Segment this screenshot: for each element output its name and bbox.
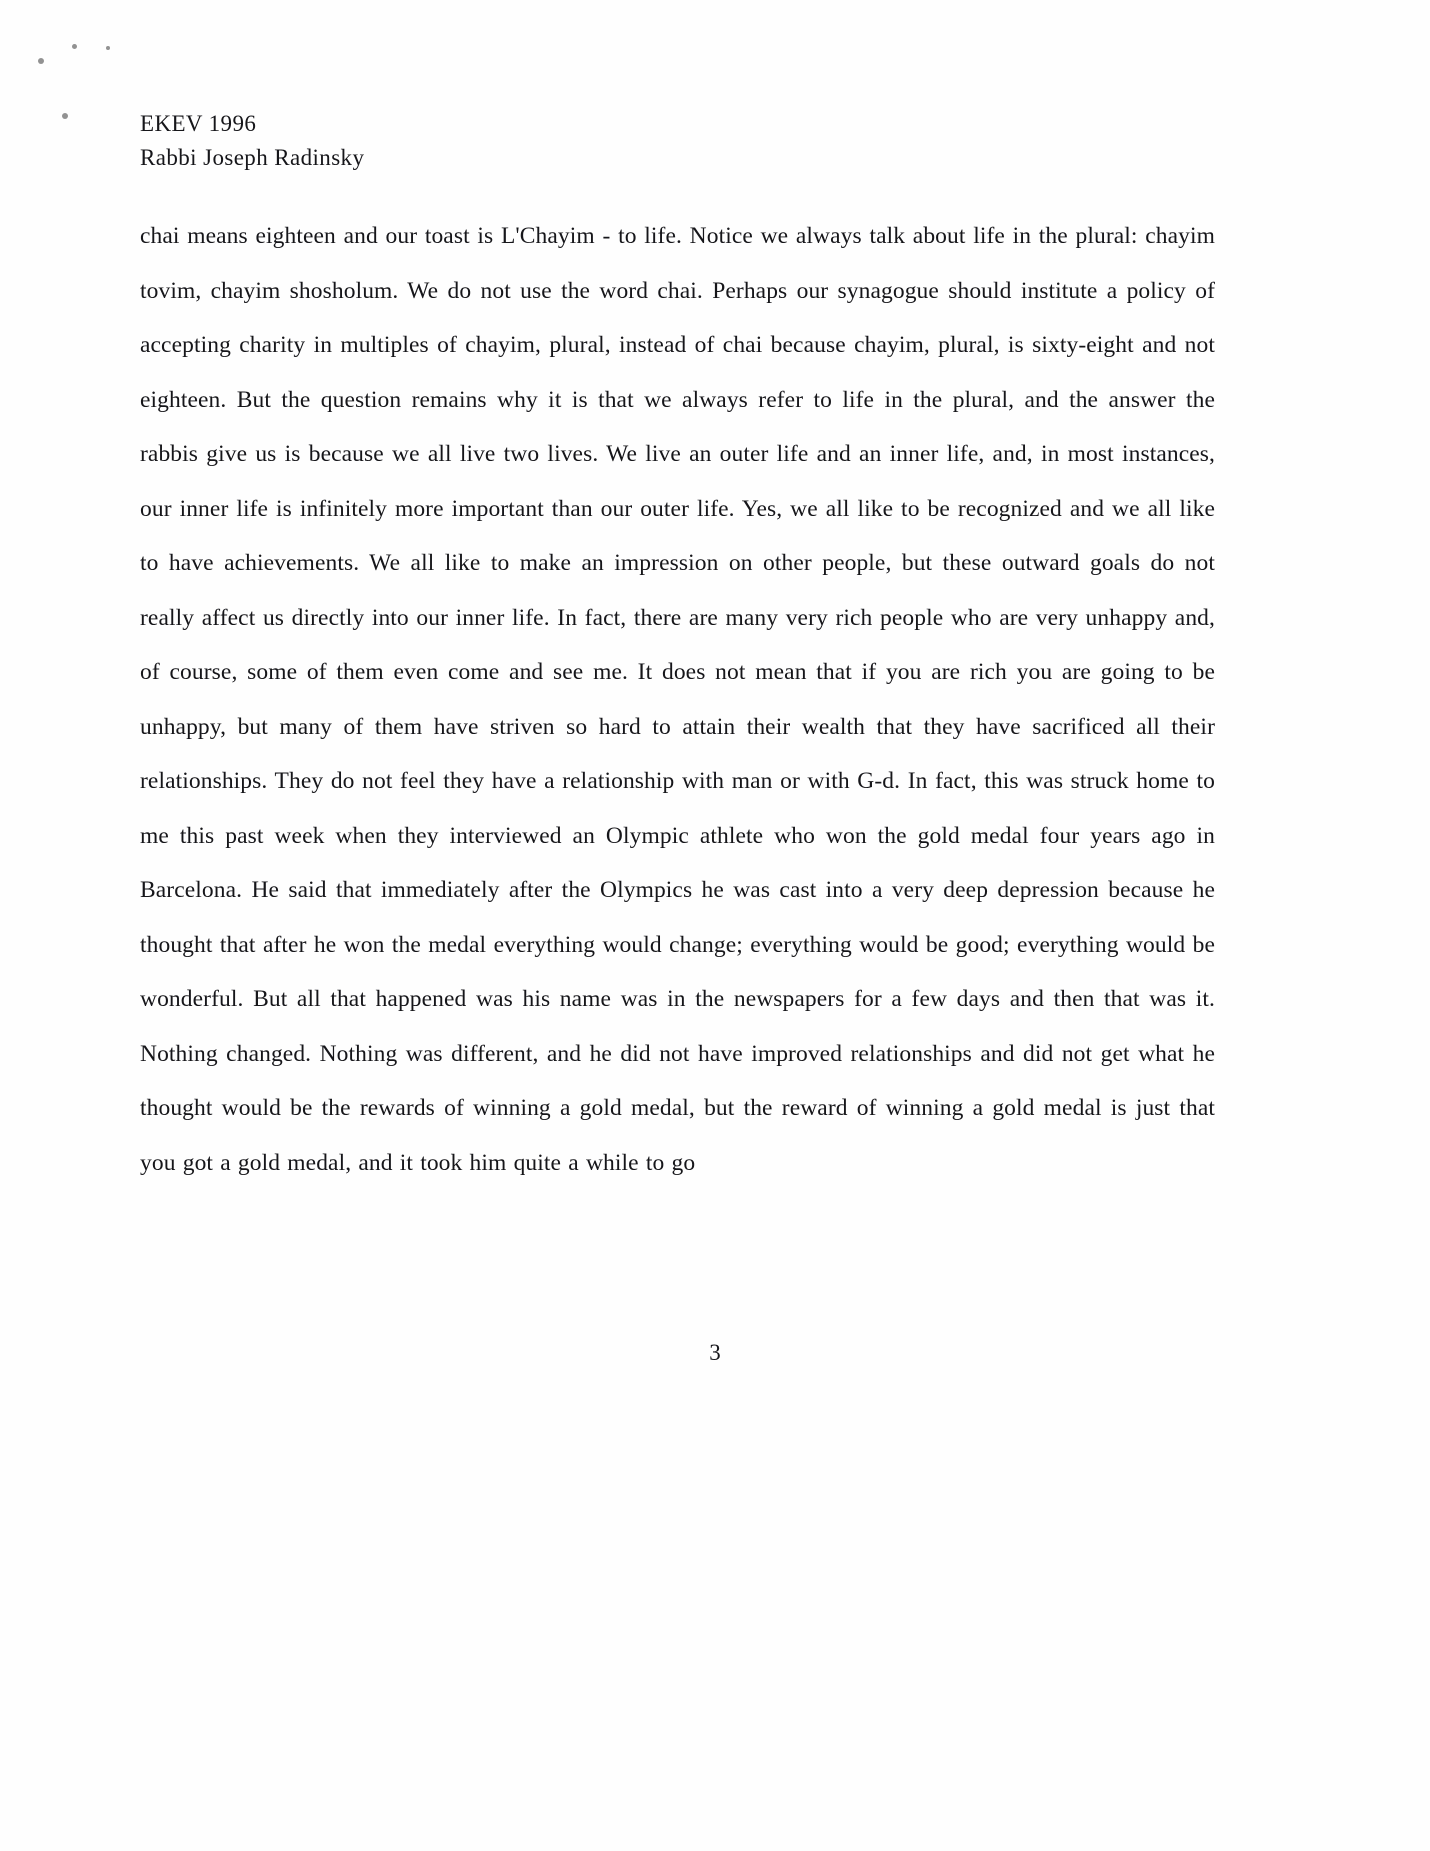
scan-speck-icon — [38, 58, 44, 64]
body-paragraph: chai means eighteen and our toast is L'Chayim - to life. Notice we always talk about life in the plural: chayim tovim, chayim shosholum. We do not use the word chai. Perhaps our synagogue should institute a policy of accepting charity in multiples of chayim, plural, instead of chai because chayim, plural, is sixty-eight and not eighteen. But the question remains why it is that we always refer to life in the plural, and the answer the rabbis give us is because we all live two lives. We live an outer life and an inner life, and, in most instances, our inner life is infinitely more important than our outer life. Yes, we all like to be recognized and we all like to have achievements. We all like to make an impression on other people, but these outward goals do not really affect us directly into our inner life. In fact, there are many very rich people who are very unhappy and, of course, some of them even come and see me. It does not mean that if you are rich you are going to be unhappy, but many of them have striven so hard to attain their wealth that they have sacrificed all their relationships. They do not feel they have a relationship with man or with G-d. In fact, this was struck home to me this past week when they interviewed an Olympic athlete who won the gold medal four years ago in Barcelona. He said that immediately after the Olympics he was cast into a very deep depression because he thought that after he won the medal everything would change; everything would be good; everything would be wonderful. But all that happened was his name was in the newspapers for a few days and then that was it. Nothing changed. Nothing was different, and he did not have improved relationships and did not get what he thought would be the rewards of winning a gold medal, but the reward of winning a gold medal is just that you got a gold medal, and it took him quite a while to go — [140, 223, 1215, 1176]
scan-speck-icon — [62, 113, 68, 119]
document-heading — [140, 108, 1215, 173]
document-content — [140, 108, 1215, 1190]
document-title: EKEV 1996 — [140, 111, 257, 136]
document-body — [140, 209, 1215, 1190]
scan-speck-icon — [72, 44, 77, 49]
page-number: 3 — [709, 1340, 721, 1365]
document-author: Rabbi Joseph Radinsky — [140, 145, 365, 170]
scan-speck-icon — [106, 46, 110, 50]
